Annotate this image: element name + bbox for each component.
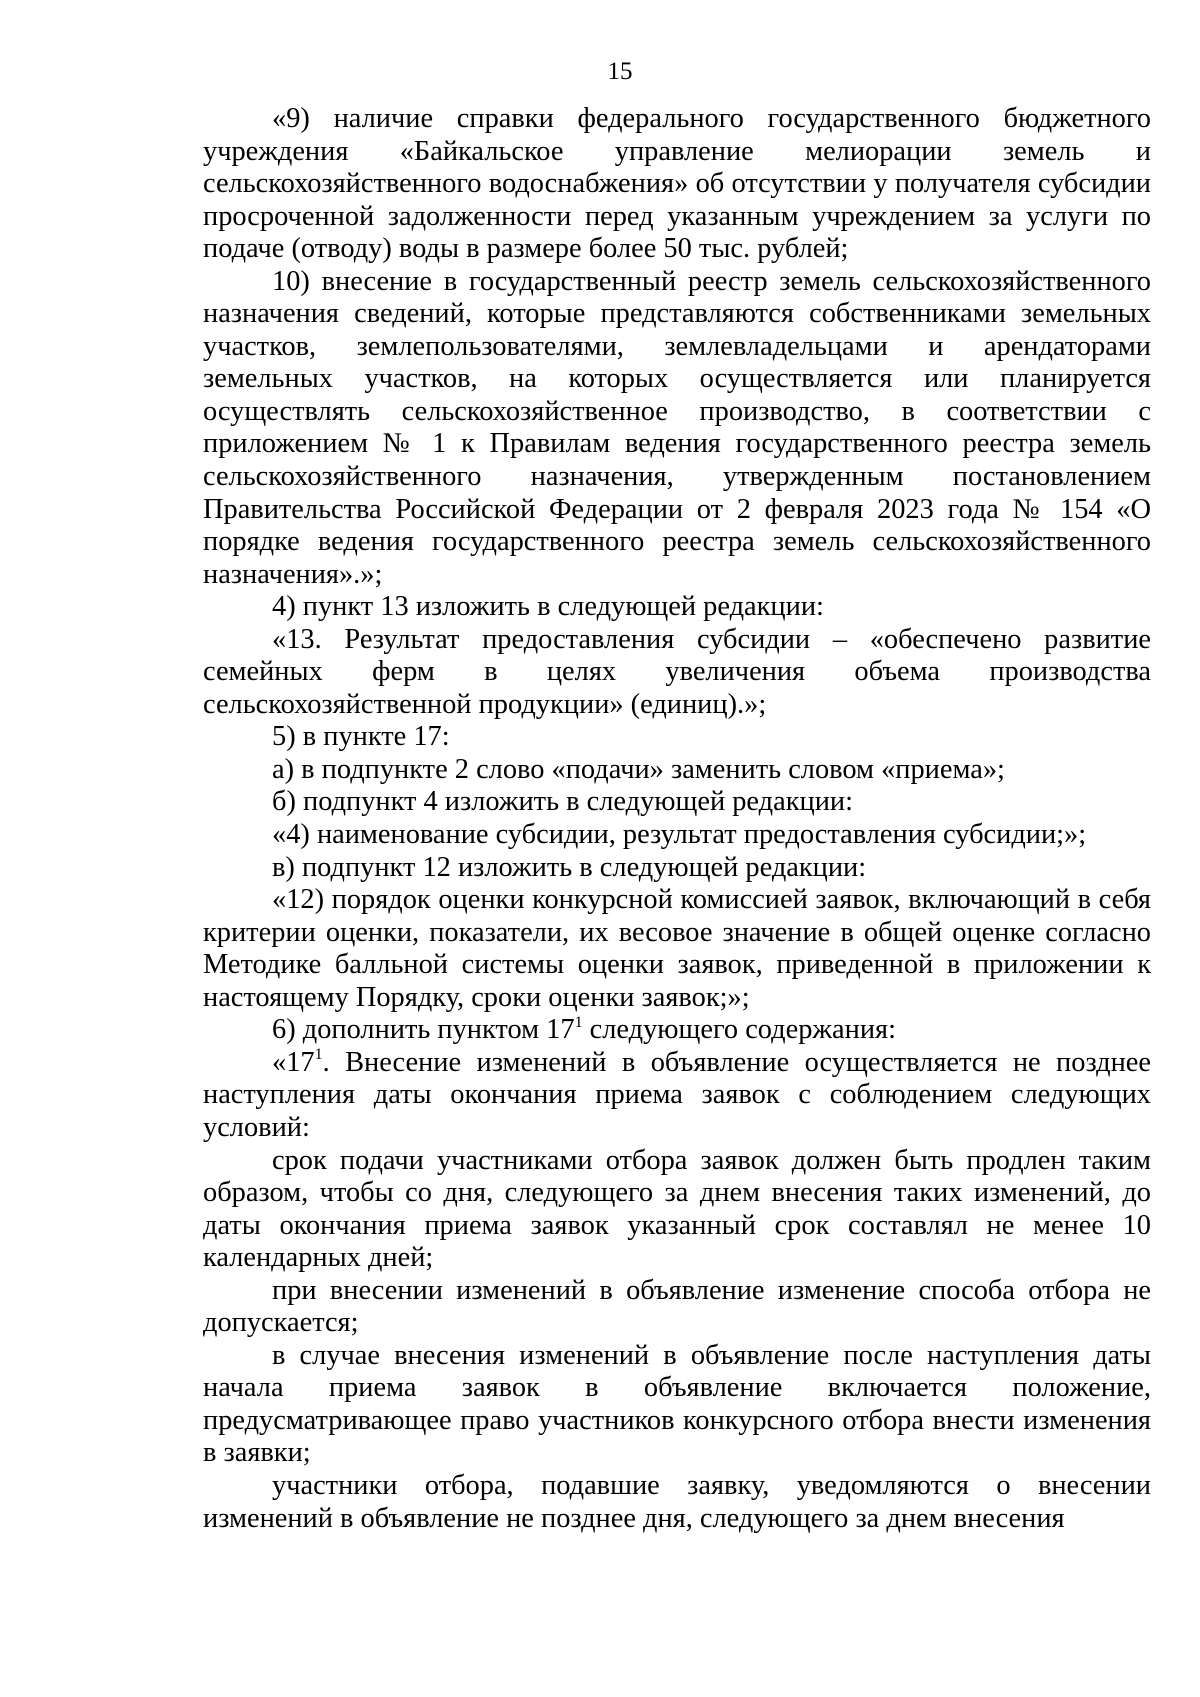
paragraph-condition-changes: в случае внесения изменений в объявление после наступления даты начала приема заявок в объявление включается положение, предусматривающее право участников конкурсного отбора внести изменения в заявки; — [203, 1339, 1151, 1469]
superscript: 1 — [314, 1046, 323, 1064]
paragraph-amendment-5: 5) в пункте 17: — [272, 721, 450, 753]
paragraph-subpoint-12: «12) порядок оценки конкурсной комиссией заявок, включающий в себя критерии оценки, показатели, их весовое значение в общей оценке согласно Методике балльной системы оценки заявок, приведенной в приложении к настоящему Порядку, сроки оценки заявок;»; — [203, 884, 1151, 1013]
paragraph-condition-deadline: срок подачи участниками отбора заявок должен быть продлен таким образом, чтобы со дня, следующего за днем внесения таких изменений, до даты окончания приема заявок указанный срок составлял не менее 10 календарных дней; — [203, 1144, 1151, 1274]
paragraph-item-10: 10) внесение в государственный реестр земель сельскохозяйственного назначения сведений, которые представляются собственниками земельных участков, землепользователями, землевладельцами и арендаторами земельных участков, на которых осуществляется или планируется осуществлять сельскохозяйственное производство, в соответствии с приложением № 1 к Правилам ведения государственного реестра земель сельскохозяйственного назначения, утвержденным постановлением Правительства Российской Федерации от 2 февраля 2023 года № 154 «О порядке ведения государственного реестра земель сельскохозяйственного назначения».»; — [203, 265, 1151, 590]
paragraph-amendment-4: 4) пункт 13 изложить в следующей редакции: — [272, 591, 824, 623]
superscript: 1 — [574, 1013, 583, 1031]
page-number: 15 — [607, 58, 633, 85]
paragraph-subitem-b: б) подпункт 4 изложить в следующей редакции: — [272, 786, 853, 818]
paragraph-condition-method: при внесении изменений в объявление изменение способа отбора не допускается; — [203, 1274, 1151, 1339]
paragraph-item-9: «9) наличие справки федерального государственного бюджетного учреждения «Байкальское управление мелиорации земель и сельскохозяйственного водоснабжения» об отсутствии у получателя субсидии просроченной задолженности перед указанным учреждением за услуги по подаче (отводу) воды в размере более 50 тыс. рублей; — [203, 103, 1151, 265]
paragraph-point-17-1 — [203, 1047, 1151, 1145]
paragraph-text-after: . Внесение изменений в объявление осуществляется не позднее наступления даты окончания приема заявок с соблюдением следующих условий: — [203, 1046, 1151, 1143]
paragraph-text-before: 6) дополнить пунктом 17 — [272, 1014, 575, 1046]
document-body — [203, 103, 1151, 1535]
paragraph-subitem-v: в) подпункт 12 изложить в следующей редакции: — [272, 851, 867, 883]
paragraph-subpoint-4: «4) наименование субсидии, результат предоставления субсидии;»; — [272, 819, 1087, 851]
paragraph-point-13: «13. Результат предоставления субсидии – «обеспечено развитие семейных ферм в целях увеличения объема производства сельскохозяйственной продукции» (единиц).»; — [203, 623, 1151, 720]
paragraph-subitem-a: а) в подпункте 2 слово «подачи» заменить словом «приема»; — [272, 753, 1005, 785]
paragraph-amendment-6 — [203, 1014, 1151, 1047]
paragraph-text-after: следующего содержания: — [582, 1014, 896, 1046]
paragraph-condition-notify: участники отбора, подавшие заявку, уведомляются о внесении изменений в объявление не позднее дня, следующего за днем внесения — [203, 1469, 1151, 1534]
paragraph-text-before: «17 — [272, 1046, 315, 1078]
